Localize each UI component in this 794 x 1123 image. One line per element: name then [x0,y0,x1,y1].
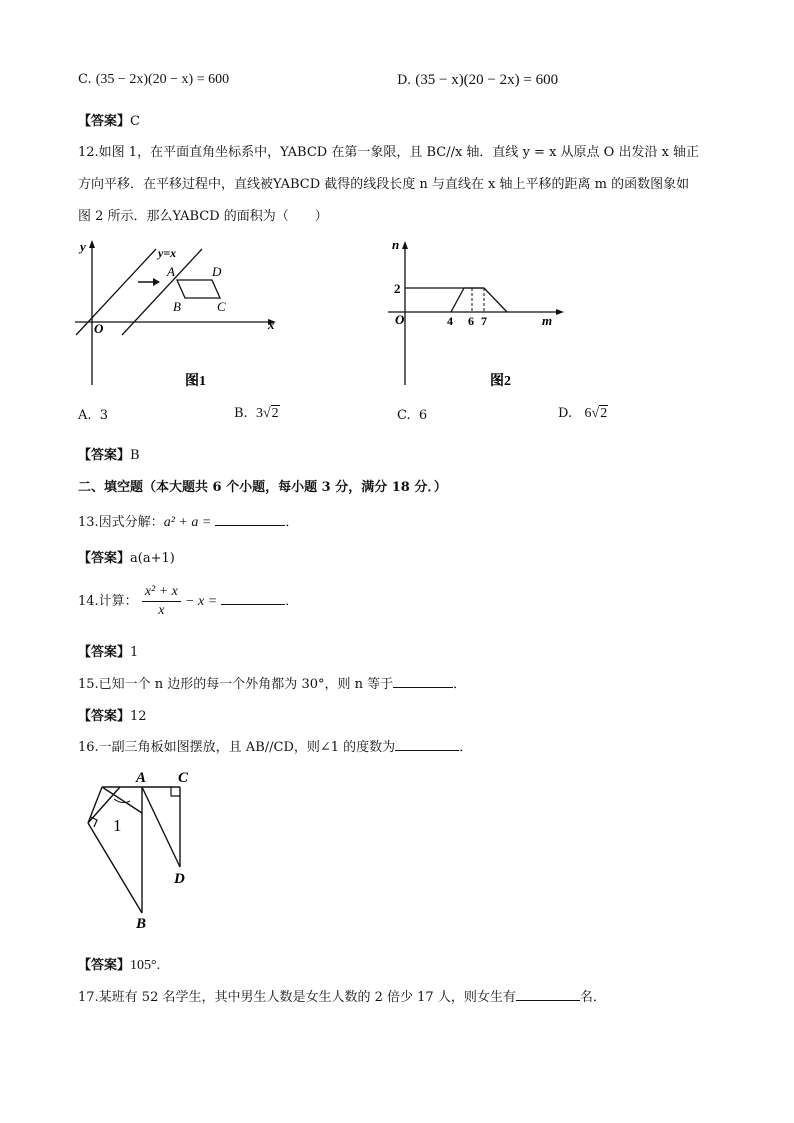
right-angle-c-icon [171,787,180,796]
q15-answer: 【答案】12 [78,709,147,724]
q16-vertex-c: C [178,770,189,786]
q11-option-c-expr: (35 − 2x)(20 − x) = 600 [95,72,230,87]
q11-option-c: C. (35 − 2x)(20 − x) = 600 [78,72,230,87]
q11-answer: 【答案】C [78,114,140,129]
fig1-vertex-d: D [212,264,222,279]
q16-angle-label: 1 [113,816,122,835]
q14-answer: 【答案】1 [78,645,139,660]
fig1-caption: 图1 [185,374,206,389]
fig1-line-label: y=x [158,246,177,260]
fig1-vertex-b: B [173,299,181,314]
q11-option-d-expr: (35 − x)(20 − 2x) = 600 [415,72,559,88]
q16-vertex-a: A [136,770,147,786]
q16-vertex-d: D [174,871,185,887]
q14-stem: 14.计算： $\frac{\text{x² + x}}{x}$ − x = ． [78,584,299,618]
q14-answer-blank[interactable] [221,592,285,605]
q12-option-c: C. 6 [397,408,428,423]
q13-stem: 13.因式分解：a² + a = ． [78,515,299,530]
fig2-x-tick-6: 6 [468,314,474,328]
q16-answer-blank[interactable] [395,738,459,751]
q16-vertex-b: B [136,916,147,932]
q13-answer: 【答案】a(a+1) [78,551,175,566]
q12-answer: 【答案】B [78,448,140,463]
q17-answer-blank[interactable] [516,988,580,1001]
fig1-y-axis-label: y [80,239,86,254]
q12-stem-line1: 12.如图 1，在平面直角坐标系中，YABCD 在第一象限，且 BC//x 轴．直线 y = x 从原点 O 出发沿 x 轴正 [78,145,700,160]
q17-stem: 17.某班有 52 名学生，其中男生人数是女生人数的 2 倍少 17 人，则女生有 名． [78,990,606,1005]
q12-figure-2 [380,235,570,395]
fig2-y-tick-2: 2 [394,281,401,296]
fig1-arrow-icon [153,278,160,286]
q13-answer-blank[interactable] [215,513,285,526]
fig2-y-axis-label: n [392,237,400,252]
q15-answer-blank[interactable] [393,675,453,688]
q12-option-b: B. 3√2 [234,406,279,421]
fig2-function-graph [451,288,507,312]
sqrt-icon: √ [591,406,600,421]
fig1-x-axis-label: x [268,317,275,332]
fig2-x-tick-4: 4 [447,314,453,328]
q12-stem-line3: 图 2 所示．那么YABCD 的面积为（ ） [78,209,328,224]
q15-stem: 15.已知一个 n 边形的每一个外角都为 30°，则 n 等于 ． [78,677,467,692]
q12-option-d: D. 6√2 [558,406,608,421]
q12-stem-line2: 方向平移．在平移过程中，直线被YABCD 截得的线段长度 n 与直线在 x 轴上平移的距离 m 的函数图象如 [78,177,690,192]
q14-fraction: $\frac{\text{x² + x}}{x}$ [142,583,181,620]
section-heading: 二、填空题（本大题共 6 个小题，每小题 3 分，满分 18 分．） [78,480,447,495]
fig2-caption: 图2 [490,374,511,389]
q12-option-a: A. 3 [78,408,109,423]
fig2-x-axis-label: m [542,313,553,328]
fig2-x-tick-7: 7 [481,314,487,328]
fig1-vertex-a: A [167,264,175,279]
q16-stem: 16.一副三角板如图摆放，且 AB//CD，则∠1 的度数为 ． [78,740,473,755]
q12-figure-1 [70,235,285,395]
q11-option-d: D. (35 − x)(20 − 2x) = 600 [397,72,559,88]
q16-figure [80,765,210,935]
q16-answer: 【答案】105°. [78,958,161,973]
fig1-origin-label: O [94,321,104,336]
sqrt-icon: √ [262,406,271,421]
fig1-vertex-c: C [217,299,226,314]
fig1-parallelogram [177,280,220,298]
fig2-origin-label: O [395,312,405,327]
